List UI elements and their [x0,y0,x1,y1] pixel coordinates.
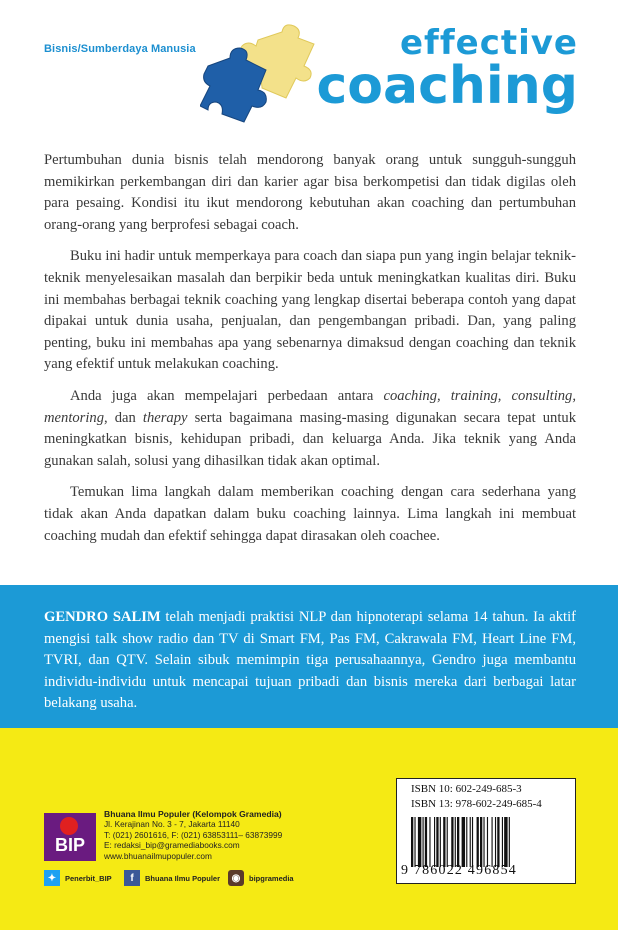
puzzle-pieces-icon [200,22,325,127]
barcode-bar [480,817,482,867]
author-name: GENDRO SALIM [44,609,161,625]
logo-dot [60,817,78,835]
facebook-icon: f [124,870,140,886]
barcode-bar [418,817,421,867]
description-paragraph-4: Temukan lima langkah dalam memberikan coaching dengan cara sederhana yang tidak akan Anda dapatkan dalam buku coaching lainnya. Lima langkah ini membuat coaching mudah dan efektif sehingga dapat dirasakan oleh coachee. [44,484,576,544]
barcode-bar [495,817,496,867]
publisher-address: Jl. Kerajinan No. 3 - 7, Jakarta 11140 [104,819,240,830]
barcode-bar [466,817,467,867]
isbn-10: ISBN 10: 602-249-685-3 [411,783,522,795]
twitter-label: Penerbit_BIP [65,873,112,883]
publisher-phone: T: (021) 2601616, F: (021) 63853111– 63873999 [104,829,283,840]
barcode-bar [497,817,499,867]
bip-logo [44,813,96,861]
barcode-bar [477,817,479,867]
barcode-bar [462,817,465,867]
barcode-bar [425,817,427,867]
barcode-bar [457,817,459,867]
barcode-bar [436,817,438,867]
barcode-box [396,778,576,884]
description-paragraph-3 [44,386,576,472]
barcode-bar [470,817,471,867]
instagram-label: bipgramedia [249,873,294,883]
author-bio [44,607,576,715]
barcode-bar [443,817,445,867]
p3-part-c: serta bagaimana masing-masing digunakan secara tepat untuk meningkatkan bisnis, kehidupan pribadi, dan keluarga Anda. Jika teknik yang Anda gunakan salah, solusi yang dihasilkan tidak akan optimal. [44,409,576,469]
book-description [44,150,576,557]
facebook-handle [124,870,220,886]
title-line1: effective [400,23,578,63]
instagram-icon: ◉ [228,870,244,886]
author-bio-text: telah menjadi praktisi NLP dan hipnoterapi selama 14 tahun. Ia aktif mengisi talk show radio dan TV di Smart FM, Pas FM, Cakrawala FM, Heart Line FM, TVRI, dan QTV. Selain sibuk memimpin tiga perusahaannya, Gendro juga membantu individu-individu untuk mencapai tujuan pribadi dan bisnis mereka dari berbagai latar belakang usaha. [44,609,577,712]
description-paragraph-1: Pertumbuhan dunia bisnis telah mendorong banyak orang untuk sungguh-sungguh memikirkan perkembangan diri dan karier agar bisa berkompetisi dan tidak digilas oleh para pesaing. Kondisi itu ikut mendorong kebutuhan akan coaching dan pertumbuhan orang-orang yang berprofesi sebagai coach. [44,152,576,233]
barcode-bar [504,817,507,867]
publisher-info [104,809,282,861]
barcode-bar [472,817,473,867]
barcode-bar [483,817,484,867]
twitter-icon: ✦ [44,870,60,886]
title-line2: coaching [316,56,578,116]
barcode-bar [455,817,456,867]
publisher-name: Bhuana Ilmu Populer (Kelompok Gramedia) [104,809,282,819]
barcode-bar [440,817,441,867]
barcode-bars [411,817,561,867]
barcode-bar [429,817,430,867]
p3-term-therapy: therapy [142,409,188,426]
barcode-bar [423,817,424,867]
publisher-email: E: redaksi_bip@gramediabooks.com [104,840,240,851]
barcode-bar [492,817,493,867]
barcode-bar [447,817,448,867]
twitter-handle [44,870,112,886]
p3-terms: coaching, training, consulting, mentoring [44,387,576,426]
barcode-bar [451,817,453,867]
instagram-handle [228,870,294,886]
barcode-digits: 9 786022 496854 [401,863,517,878]
description-paragraph-2: Buku ini hadir untuk memperkaya para coach dan siapa pun yang ingin belajar teknik-teknik menyelesaikan masalah dan berpikir beda untuk meningkatkan kualitas diri. Buku ini membahas berbagai teknik coaching yang lengkap disertai beberapa contoh yang dapat dipakai untuk dunia usaha, penjualan, dan pengembangan pribadi. Dan, yang paling penting, buku ini membahas apa yang sebenarnya dimaksud dengan coaching dan teknik yang efektif untuk melakukan coaching. [44,248,576,373]
barcode-bar [487,817,488,867]
logo-text: BIP [54,835,85,855]
barcode-bar [414,817,415,867]
p3-part-a: Anda juga akan mempelajari perbedaan antara [70,387,384,404]
barcode-bar [502,817,503,867]
category-label: Bisnis/Sumberdaya Manusia [44,43,196,55]
barcode-bar [509,817,510,867]
facebook-label: Bhuana Ilmu Populer [145,873,221,883]
isbn-13: ISBN 13: 978-602-249-685-4 [411,798,542,810]
barcode-bar [411,817,413,867]
p3-part-b: , dan [104,409,143,426]
barcode-bar [434,817,435,867]
publisher-website: www.bhuanailmupopuler.com [104,850,212,861]
